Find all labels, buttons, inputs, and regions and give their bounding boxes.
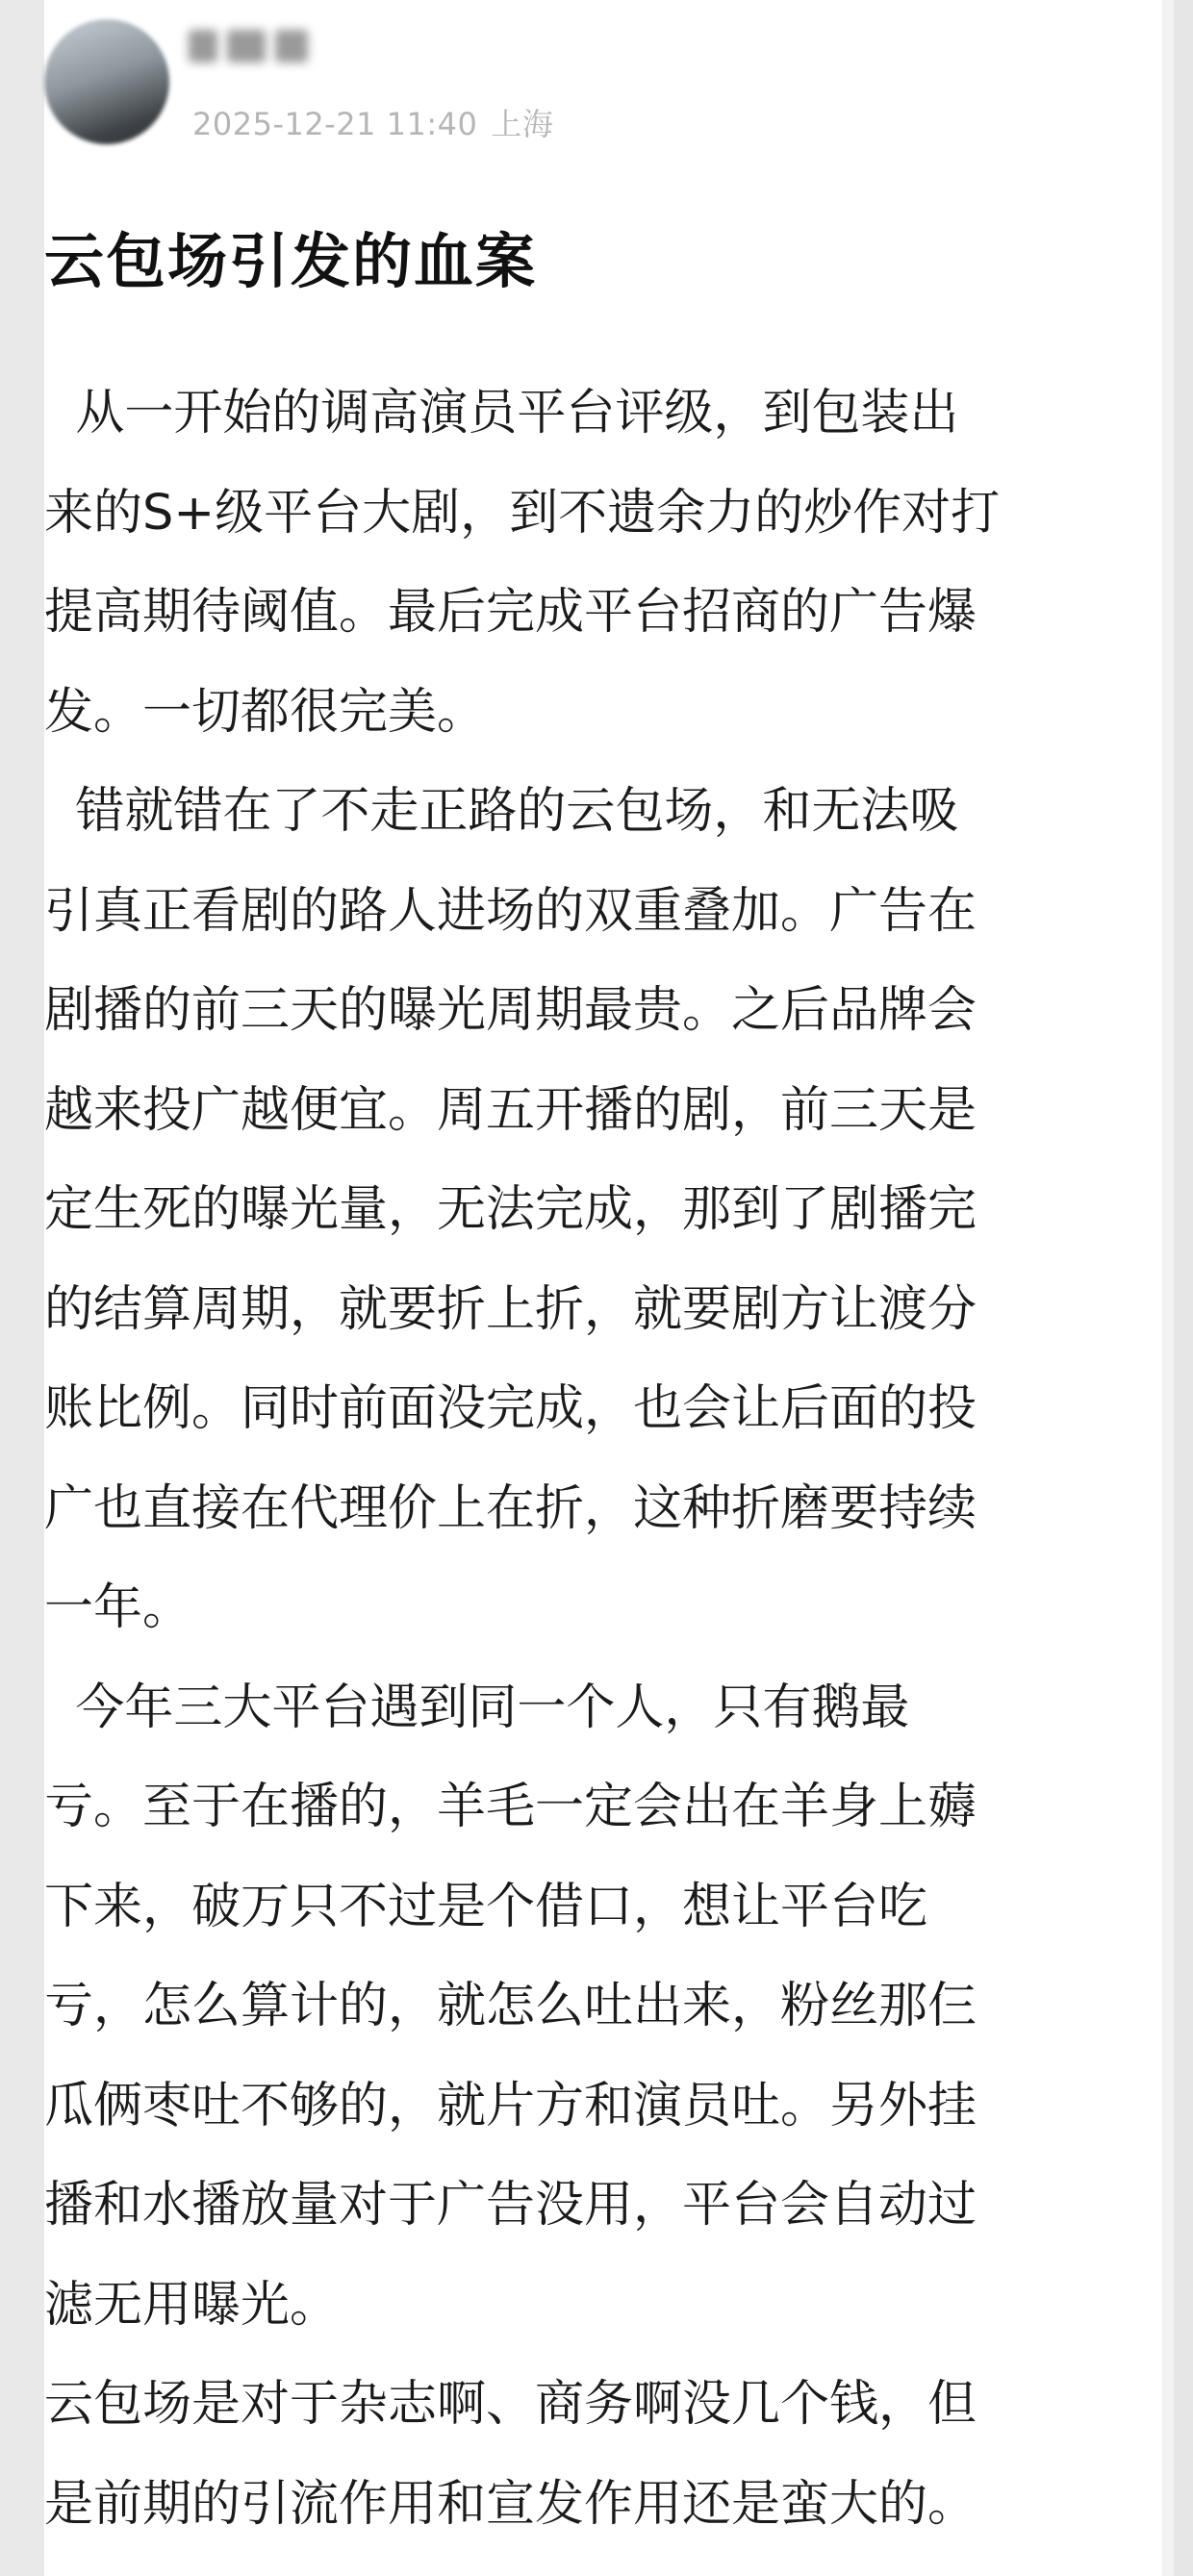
post-body-line: 越来投广越便宜。周五开播的剧，前三天是: [44, 1081, 977, 1139]
right-margin: [1174, 0, 1193, 2576]
post-body-line: 亏，怎么算计的，就怎么吐出来，粉丝那仨: [44, 1978, 977, 2034]
post-body-line: 滤无用曝光。: [44, 2276, 340, 2334]
post-body: [44, 364, 1118, 2554]
post-body-line: 账比例。同时前面没完成，也会让后面的投: [44, 1380, 977, 1437]
avatar[interactable]: [44, 19, 169, 144]
post-body-line: 剧播的前三天的曝光周期最贵。之后品牌会: [44, 982, 977, 1039]
post-body-line: 错就错在了不走正路的云包场，和无法吸: [44, 783, 959, 840]
post-body-line: 云包场是对于杂志啊、商务啊没几个钱，但: [44, 2376, 977, 2433]
post-body-line: 亏。至于在播的，羊毛一定会出在羊身上薅: [44, 1779, 977, 1835]
left-margin: [0, 0, 44, 2576]
blurred-name-part: [227, 30, 266, 63]
post-body-line: 是前期的引流作用和宣发作用还是蛮大的。: [44, 2475, 977, 2533]
post-body-line: 今年三大平台遇到同一个人，只有鹅最: [44, 1679, 910, 1736]
author-name-blurred[interactable]: [189, 21, 333, 71]
post-title: 云包场引发的血案: [44, 226, 538, 296]
post-body-line: 下来，破万只不过是个借口，想让平台吃: [44, 1878, 928, 1935]
blurred-name-part: [275, 30, 308, 63]
post-body-line: 发。一切都很完美。: [44, 683, 487, 741]
post-body-line: 从一开始的调高演员平台评级，到包装出: [44, 385, 959, 442]
post-meta: [192, 100, 553, 144]
post-timestamp: 2025-12-21 11:40: [192, 106, 478, 142]
post-body-line: 瓜俩枣吐不够的，就片方和演员吐。另外挂: [44, 2077, 977, 2134]
post-location: 上海: [491, 106, 554, 142]
blurred-name-part: [189, 30, 217, 63]
post-body-line: 来的S+级平台大剧，到不遗余力的炒作对打: [44, 484, 1001, 542]
post-body-line: 播和水播放量对于广告没用，平台会自动过: [44, 2177, 977, 2234]
post-body-line: 一年。: [44, 1579, 192, 1636]
post-body-line: 广也直接在代理价上在折，这种折磨要持续: [44, 1479, 977, 1537]
post-body-line: 的结算周期，就要折上折，就要剧方让渡分: [44, 1280, 977, 1338]
post-body-line: 引真正看剧的路人进场的双重叠加。广告在: [44, 882, 977, 940]
post-body-line: 提高期待阈值。最后完成平台招商的广告爆: [44, 584, 977, 641]
post-body-line: 定生死的曝光量，无法完成，那到了剧播完: [44, 1181, 977, 1238]
